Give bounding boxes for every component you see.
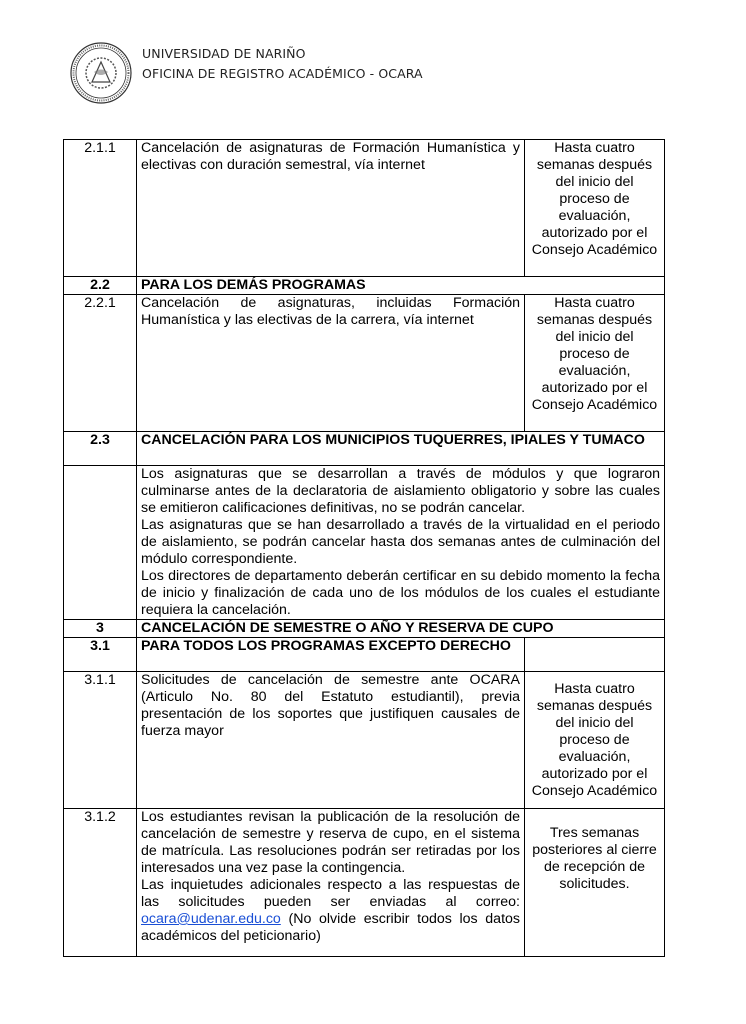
paragraph: Los asignaturas que se desarrollan a través de módulos y que lograron culminarse antes de la declaratoria de aislamiento obligatorio y sobre las cuales se emitieron calificaciones definitivas, no se podrán cancelar. xyxy=(141,466,660,516)
email-link[interactable]: ocara@udenar.edu.co xyxy=(141,911,281,927)
table-row xyxy=(64,295,665,432)
row-description: Cancelación de asignaturas, incluidas Formación Humanística y las electivas de la carrera, vía internet xyxy=(137,295,525,432)
table-row xyxy=(64,809,665,957)
row-number: 3.1.1 xyxy=(64,672,137,809)
section-row xyxy=(64,432,665,466)
paragraph: Las inquietudes adicionales respecto a las respuestas de las solicitudes pueden ser enviadas al correo: ocara@udenar.edu.co (No olvide escribir todos los datos académicos del peticionario) xyxy=(141,877,520,944)
table-row xyxy=(64,672,665,809)
section-row xyxy=(64,620,665,638)
row-deadline: Hasta cuatro semanas después del inicio del proceso de evaluación, autorizado por el Consejo Académico xyxy=(525,140,665,277)
section-title: CANCELACIÓN DE SEMESTRE O AÑO Y RESERVA DE CUPO xyxy=(137,620,665,638)
table-row xyxy=(64,140,665,277)
row-number: 3.1.2 xyxy=(64,809,137,957)
row-description xyxy=(137,466,665,620)
office-name: OFICINA DE REGISTRO ACADÉMICO - OCARA xyxy=(142,66,423,81)
row-description: Solicitudes de cancelación de semestre ante OCARA (Articulo No. 80 del Estatuto estudiantil), previa presentación de los soportes que justifiquen causales de fuerza mayor xyxy=(137,672,525,809)
section-title: PARA TODOS LOS PROGRAMAS EXCEPTO DERECHO xyxy=(137,638,525,672)
paragraph: Los estudiantes revisan la publicación de la resolución de cancelación de semestre y reserva de cupo, en el sistema de matrícula. Las resoluciones podrán ser retiradas por los interesados una vez pase la contingencia. xyxy=(141,809,520,876)
row-number: 2.1.1 xyxy=(64,140,137,277)
paragraph: Los directores de departamento deberán certificar en su debido momento la fecha de inicio y finalización de cada uno de los módulos de los cuales el estudiante requiera la cancelación. xyxy=(141,568,660,618)
row-number: 2.2.1 xyxy=(64,295,137,432)
row-number: 2.3 xyxy=(64,432,137,466)
table-row xyxy=(64,466,665,620)
row-description: Cancelación de asignaturas de Formación Humanística y electivas con duración semestral, vía internet xyxy=(137,140,525,277)
section-title: CANCELACIÓN PARA LOS MUNICIPIOS TUQUERRES, IPIALES Y TUMACO xyxy=(137,432,665,466)
row-deadline: Tres semanas posteriores al cierre de recepción de solicitudes. xyxy=(525,809,665,957)
university-name: UNIVERSIDAD DE NARIÑO xyxy=(142,46,306,61)
section-row xyxy=(64,638,665,672)
paragraph: Las asignaturas que se han desarrollado a través de la virtualidad en el periodo de aislamiento, se podrán cancelar hasta dos semanas antes de culminación del módulo correspondiente. xyxy=(141,517,660,567)
row-deadline: Hasta cuatro semanas después del inicio del proceso de evaluación, autorizado por el Consejo Académico xyxy=(525,295,665,432)
university-seal-icon xyxy=(70,42,132,104)
row-deadline: Hasta cuatro semanas después del inicio del proceso de evaluación, autorizado por el Consejo Académico xyxy=(525,672,665,809)
row-number: 3.1 xyxy=(64,638,137,672)
section-row xyxy=(64,277,665,295)
schedule-table xyxy=(63,139,665,957)
row-number: 3 xyxy=(64,620,137,638)
section-title: PARA LOS DEMÁS PROGRAMAS xyxy=(137,277,665,295)
row-description xyxy=(137,809,525,957)
row-number: 2.2 xyxy=(64,277,137,295)
